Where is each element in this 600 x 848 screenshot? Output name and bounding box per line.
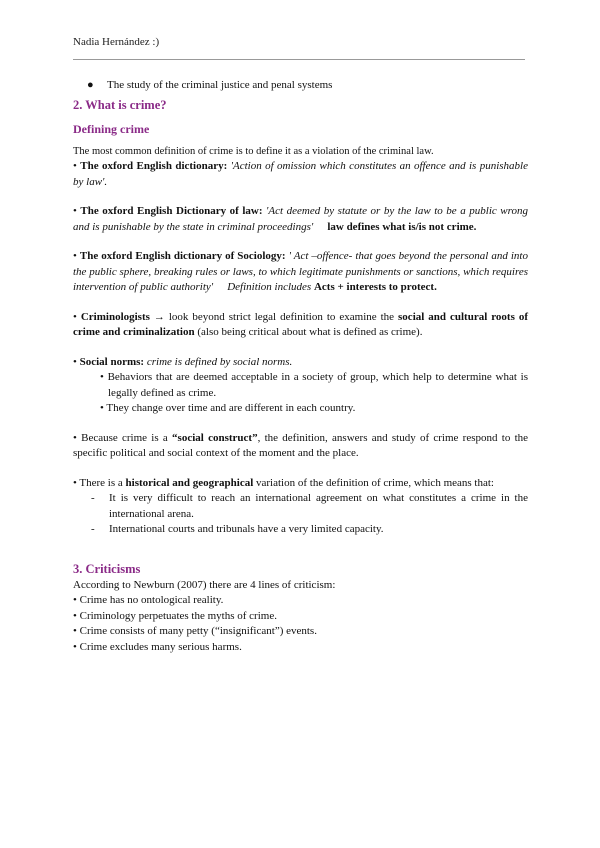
section-3-heading: 3. Criticisms [73,561,141,576]
list-item: • They change over time and are different in each country. [100,402,356,414]
bullet-marker: • [73,205,81,217]
bullet-dot-icon: ● [87,79,94,91]
variation-list [73,491,528,538]
list-item: • Crime excludes many serious harms. [73,640,242,653]
social-norms-label: Social norms: [79,355,145,368]
list-item [73,491,528,522]
oxford-law-quote: 'Act deemed by statute or by the law to be a public wrong and is punishable by the state in criminal proceedings' [73,205,529,233]
bullet-marker: • [73,310,81,323]
oxford-sociology-label: The oxford English dictionary of Sociology: [79,250,286,262]
list-item: • Crime has no ontological reality. [73,594,224,606]
variation-entry [73,476,528,492]
defining-crime-subheading: Defining crime [73,121,150,136]
oxford-sociology-definition: Definition includes [215,281,303,293]
oxford-sociology-quote: ' Act –offence- that goes beyond the personal and into the public sphere, breaking rules or laws, to which legitimate punishments or sanctions, which requires intervention of public authority' [73,250,528,293]
criminologists-entry [73,310,528,341]
list-item: • Behaviors that are deemed acceptable in a society of group, which help to determine what is legally defined as crime. [100,371,528,399]
criminologists-bold: social and cultural roots of crime and criminalization [73,310,529,338]
intro-bullet-item [73,78,528,94]
oxford-english-label: The oxford English dictionary: [80,160,228,172]
construct-text-1: • Because crime is a [73,431,173,444]
list-item [73,522,528,538]
oxford-law-dictionary-entry [73,204,528,235]
oxford-sociology-definition-bold: Acts + interests to protect. [302,281,426,293]
right-arrow-icon: → [149,310,169,323]
dash-marker: - [91,492,95,504]
crime-definition-intro: The most common definition of crime is to define it as a violation of the criminal law. [73,145,434,157]
oxford-law-label: The oxford English Dictionary of law: [80,205,263,217]
page-header-author: Nadia Hernández :) [73,36,160,48]
social-norms-list [73,370,528,417]
bullet-marker: • [73,355,80,368]
construct-text-2: , the definition, answers and study of crime respond to the specific political and social context of the moment and the place. [73,431,529,459]
arrow-icon [213,281,216,293]
intro-bullet-text: The study of the criminal justice and penal systems [107,79,333,91]
criminologists-text-1: look beyond strict legal definition to examine the [168,310,399,323]
oxford-sociology-dictionary-entry [73,249,528,296]
construct-bold: “social construct” [172,431,258,444]
oxford-english-dictionary-entry [73,159,528,190]
oxford-law-conclusion: law defines what is/is not crime. [316,220,466,233]
criticisms-intro: According to Newburn (2007) there are 4 lines of criticism: [73,578,336,591]
section-2-heading: 2. What is crime? [73,97,167,112]
list-item-text: It is very difficult to reach an international agreement on what constitutes a crime in the international arena. [109,492,528,520]
criticisms-block [73,578,528,656]
variation-text-1: • There is a [73,476,126,489]
arrow-icon [313,220,316,233]
social-construct-entry [73,431,528,462]
bullet-marker: • [73,250,80,262]
criminologists-label: Criminologists [80,310,150,323]
oxford-english-quote: 'Action of omission which constitutes an offence and is punishable by law'. [73,160,528,188]
document-body [73,78,528,655]
variation-text-2: variation of the definition of crime, which means that: [253,476,494,489]
variation-bold: historical and geographical [125,476,254,489]
header-divider [73,59,525,60]
dash-marker: - [91,523,95,535]
criminologists-text-2: (also being critical about what is defined as crime). [194,326,423,338]
list-item: • Criminology perpetuates the myths of crime. [73,609,277,622]
social-norms-italic: crime is defined by social norms. [144,355,293,368]
bullet-marker: • [73,160,81,172]
list-item-text: International courts and tribunals have a very limited capacity. [109,523,384,535]
list-item: • Crime consists of many petty (“insignificant”) events. [73,625,317,637]
social-norms-entry [73,355,528,371]
